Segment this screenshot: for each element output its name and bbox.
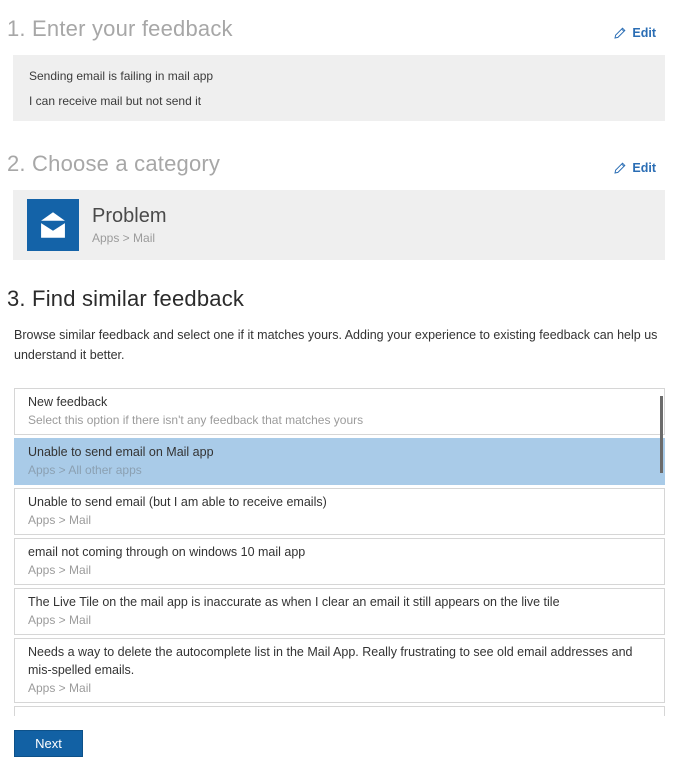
pencil-icon: [613, 161, 627, 175]
edit-label: Edit: [632, 160, 656, 175]
feedback-item-title: Needs a way to delete the autocomplete list in the Mail App. Really frustrating to see old email addresses and mis-spelled emails.: [28, 644, 633, 677]
feedback-item-subtitle: Apps > Mail: [28, 512, 92, 527]
feedback-item-title: Unable to send email on Mail app: [28, 444, 214, 459]
section-1-header: [7, 16, 656, 42]
category-summary-box: [13, 190, 665, 260]
feedback-list-item[interactable]: [14, 388, 665, 435]
edit-category-button[interactable]: [613, 161, 656, 177]
section-2-title: 2. Choose a category: [7, 151, 221, 176]
feedback-item-subtitle: Apps > Mail: [28, 612, 92, 627]
feedback-list-item-partial[interactable]: [14, 706, 665, 716]
edit-label: Edit: [632, 25, 656, 40]
feedback-item-title: Unable to send email (but I am able to receive emails): [28, 494, 327, 509]
feedback-item-title: email not coming through on windows 10 mail app: [28, 544, 306, 559]
feedback-summary-box: [13, 55, 665, 121]
feedback-list-item[interactable]: [14, 588, 665, 635]
feedback-list: [14, 388, 665, 716]
scrollbar-thumb[interactable]: [660, 396, 663, 473]
section-3-title: 3. Find similar feedback: [7, 286, 245, 311]
pencil-icon: [613, 26, 627, 40]
feedback-item-subtitle: Select this option if there isn't any feedback that matches yours: [28, 413, 364, 428]
feedback-item-subtitle: Apps > All other apps: [28, 463, 142, 478]
edit-feedback-button[interactable]: [613, 26, 656, 42]
feedback-item-title: The Live Tile on the mail app is inaccurate as when I clear an email it still appears on the live tile: [28, 594, 560, 609]
feedback-list-item[interactable]: [14, 538, 665, 585]
section-1-title: 1. Enter your feedback: [7, 16, 233, 41]
category-name: Problem: [92, 205, 167, 227]
feedback-item-title: New feedback: [28, 395, 108, 409]
feedback-list-item[interactable]: [14, 488, 665, 535]
feedback-item-subtitle: Apps > Mail: [28, 680, 92, 695]
section-2-header: [7, 151, 656, 177]
feedback-text-line-2: I can receive mail but not send it: [29, 94, 202, 108]
mail-icon: [27, 199, 79, 251]
feedback-list-item[interactable]: [14, 438, 665, 485]
feedback-list-item[interactable]: [14, 638, 665, 703]
feedback-list-items: [14, 388, 665, 703]
feedback-item-subtitle: Apps > Mail: [28, 562, 92, 577]
category-path: Apps > Mail: [92, 231, 156, 245]
next-button[interactable]: Next: [14, 730, 83, 757]
find-similar-description: Browse similar feedback and select one if it matches yours. Adding your experience to existing feedback can help us understand it better.: [14, 328, 658, 362]
category-info: [92, 205, 166, 245]
feedback-text-line-1: Sending email is failing in mail app: [29, 69, 214, 83]
section-3-header: [7, 286, 656, 312]
